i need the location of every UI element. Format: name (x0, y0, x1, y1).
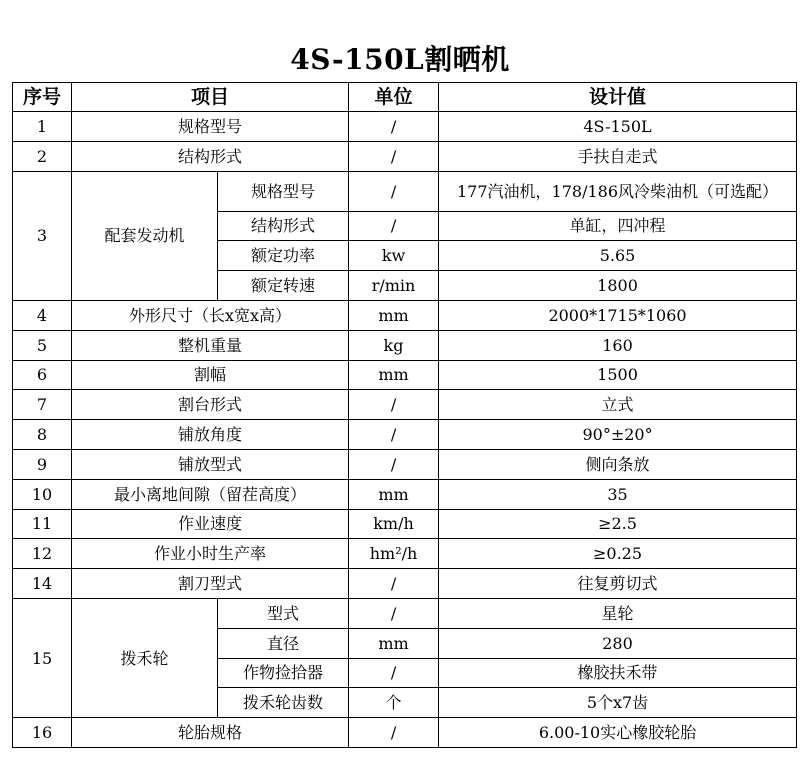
row-value: 5个x7齿 (439, 688, 797, 718)
row-unit: / (349, 390, 439, 420)
header-item: 项目 (72, 83, 349, 112)
row-value: 5.65 (439, 241, 797, 271)
row-value: ≥2.5 (439, 509, 797, 539)
row-unit: kg (349, 330, 439, 360)
row-number: 11 (13, 509, 72, 539)
row-item: 最小离地间隙（留茬高度） (72, 479, 349, 509)
page-title: 4S-150L割晒机 (290, 43, 510, 76)
row-unit: kw (349, 241, 439, 271)
row-number: 7 (13, 390, 72, 420)
row-unit: r/min (349, 271, 439, 301)
table-row (13, 330, 797, 360)
header-value: 设计值 (439, 83, 797, 112)
table-row (13, 598, 797, 628)
row-unit: / (349, 658, 439, 688)
row-value: 160 (439, 330, 797, 360)
row-item: 外形尺寸（长x宽x高） (72, 300, 349, 330)
row-item: 铺放型式 (72, 449, 349, 479)
row-value: 6.00-10实心橡胶轮胎 (439, 718, 797, 748)
row-item: 作业小时生产率 (72, 539, 349, 569)
row-item: 结构形式 (72, 141, 349, 171)
table-header-row (13, 83, 797, 112)
row-unit: / (349, 598, 439, 628)
table-row (13, 390, 797, 420)
row-sub-item: 规格型号 (218, 171, 349, 211)
row-value: 90°±20° (439, 420, 797, 450)
row-number: 8 (13, 420, 72, 450)
table-row (13, 141, 797, 171)
row-number: 2 (13, 141, 72, 171)
row-value: 单缸，四冲程 (439, 211, 797, 241)
row-sub-item: 拨禾轮齿数 (218, 688, 349, 718)
row-item: 轮胎规格 (72, 718, 349, 748)
row-value: 1800 (439, 271, 797, 301)
row-unit: mm (349, 360, 439, 390)
row-item: 割刀型式 (72, 569, 349, 599)
row-number: 9 (13, 449, 72, 479)
row-value: 2000*1715*1060 (439, 300, 797, 330)
row-unit: / (349, 112, 439, 142)
row-number: 14 (13, 569, 72, 599)
row-unit: / (349, 718, 439, 748)
row-unit: / (349, 171, 439, 211)
row-number: 5 (13, 330, 72, 360)
row-value: 手扶自走式 (439, 141, 797, 171)
row-unit: / (349, 211, 439, 241)
table-row (13, 539, 797, 569)
row-number: 1 (13, 112, 72, 142)
row-number: 16 (13, 718, 72, 748)
row-value: 1500 (439, 360, 797, 390)
table-row (13, 569, 797, 599)
row-sub-item: 型式 (218, 598, 349, 628)
row-value: 280 (439, 628, 797, 658)
table-row (13, 449, 797, 479)
row-item: 整机重量 (72, 330, 349, 360)
row-unit: km/h (349, 509, 439, 539)
row-item: 铺放角度 (72, 420, 349, 450)
row-sub-item: 额定功率 (218, 241, 349, 271)
row-value: 星轮 (439, 598, 797, 628)
table-row (13, 479, 797, 509)
row-value: 往复剪切式 (439, 569, 797, 599)
row-group: 配套发动机 (72, 171, 218, 300)
row-unit: / (349, 420, 439, 450)
spec-table (12, 82, 797, 748)
row-number: 4 (13, 300, 72, 330)
row-value: 立式 (439, 390, 797, 420)
table-row (13, 509, 797, 539)
row-value: 橡胶扶禾带 (439, 658, 797, 688)
row-unit: / (349, 569, 439, 599)
row-value: ≥0.25 (439, 539, 797, 569)
row-number: 6 (13, 360, 72, 390)
row-value: 侧向条放 (439, 449, 797, 479)
row-value: 35 (439, 479, 797, 509)
row-sub-item: 结构形式 (218, 211, 349, 241)
row-sub-item: 额定转速 (218, 271, 349, 301)
watermark (390, 708, 790, 726)
row-unit: hm²/h (349, 539, 439, 569)
table-row (13, 420, 797, 450)
table-row (13, 171, 797, 211)
table-row (13, 112, 797, 142)
row-item: 作业速度 (72, 509, 349, 539)
row-number: 15 (13, 598, 72, 717)
row-item: 割台形式 (72, 390, 349, 420)
header-unit: 单位 (349, 83, 439, 112)
header-no: 序号 (13, 83, 72, 112)
row-group: 拨禾轮 (72, 598, 218, 717)
row-value: 177汽油机，178/186风冷柴油机（可选配） (439, 171, 797, 211)
row-sub-item: 直径 (218, 628, 349, 658)
row-unit: mm (349, 479, 439, 509)
row-value: 4S-150L (439, 112, 797, 142)
table-row (13, 300, 797, 330)
row-unit: / (349, 141, 439, 171)
row-unit: mm (349, 628, 439, 658)
table-row (13, 360, 797, 390)
row-unit: 个 (349, 688, 439, 718)
row-unit: mm (349, 300, 439, 330)
row-sub-item: 作物捡拾器 (218, 658, 349, 688)
row-unit: / (349, 449, 439, 479)
row-item: 割幅 (72, 360, 349, 390)
row-number: 10 (13, 479, 72, 509)
row-number: 3 (13, 171, 72, 300)
row-number: 12 (13, 539, 72, 569)
row-item: 规格型号 (72, 112, 349, 142)
